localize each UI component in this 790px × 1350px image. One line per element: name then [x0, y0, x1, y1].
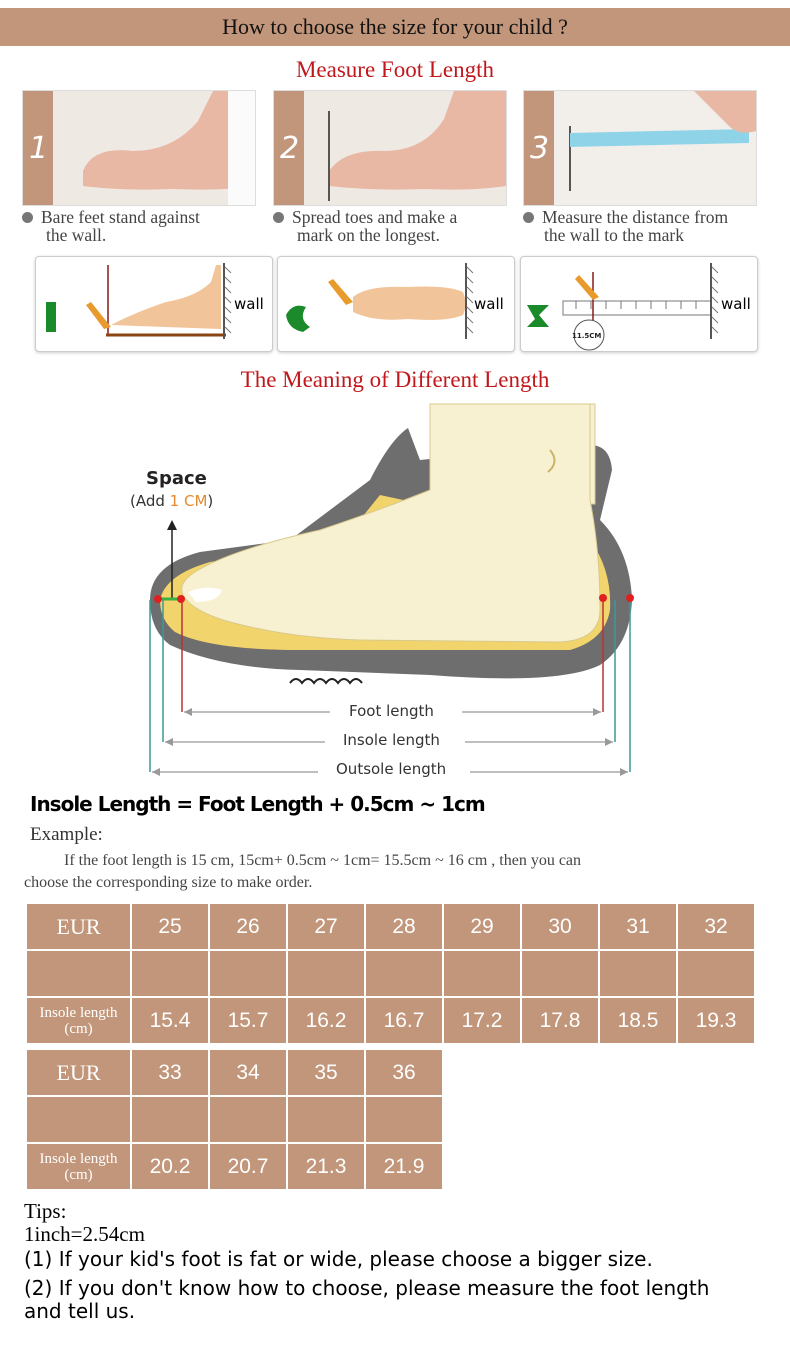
tape-measure-photo	[524, 91, 756, 205]
eur-size: 36	[366, 1050, 442, 1095]
step-photo-1	[22, 90, 256, 206]
size-table-1	[25, 902, 756, 1045]
empty-cell	[210, 951, 286, 996]
insole-value: 15.7	[210, 998, 286, 1043]
space-add-prefix: (Add	[130, 492, 170, 510]
tips-title: Tips:	[24, 1199, 67, 1223]
insole-value: 20.2	[132, 1144, 208, 1189]
example-line-2: choose the corresponding size to make order.	[24, 874, 313, 891]
outsole-length-label: Outsole length	[336, 760, 447, 778]
insole-value: 21.9	[366, 1144, 442, 1189]
insole-value: 21.3	[288, 1144, 364, 1189]
insole-header-line2: (cm)	[64, 1166, 93, 1183]
insole-length-header	[27, 1144, 130, 1189]
example-text	[24, 850, 724, 894]
space-add-note	[130, 492, 213, 510]
wall-diagram-2	[277, 256, 515, 352]
title-banner	[0, 8, 790, 46]
banner-title: How to choose the size for your child ?	[222, 14, 568, 39]
empty-cell	[678, 951, 754, 996]
step-caption-1	[22, 208, 200, 244]
insole-value: 15.4	[132, 998, 208, 1043]
inch-conversion: 1inch=2.54cm	[24, 1222, 145, 1246]
example-line-1: If the foot length is 15 cm, 15cm+ 0.5cm ~ 1cm= 15.5cm ~ 16 cm , then you can	[64, 852, 582, 869]
eur-size: 31	[600, 904, 676, 949]
step-caption-3-line1: Measure the distance from	[542, 207, 729, 227]
eur-size: 34	[210, 1050, 286, 1095]
insole-value: 16.7	[366, 998, 442, 1043]
empty-cell	[27, 1097, 130, 1142]
empty-cell	[522, 951, 598, 996]
example-label: Example:	[30, 824, 103, 845]
step-number-2: 2	[280, 131, 300, 166]
empty-cell	[132, 1097, 208, 1142]
eur-size: 33	[132, 1050, 208, 1095]
eur-size: 35	[288, 1050, 364, 1095]
empty-cell	[210, 1097, 286, 1142]
shoe-length-diagram	[0, 400, 790, 785]
insole-header-line1: Insole length	[39, 1004, 118, 1021]
insole-length-label: Insole length	[343, 731, 440, 749]
step-caption-1-line1: Bare feet stand against	[41, 207, 200, 227]
size-table-2	[25, 1048, 444, 1191]
wall-label-2: wall	[474, 295, 504, 313]
space-label: Space	[146, 468, 207, 489]
eur-size: 32	[678, 904, 754, 949]
empty-cell	[444, 951, 520, 996]
eur-size: 29	[444, 904, 520, 949]
empty-cell	[366, 1097, 442, 1142]
tip-2-line2: and tell us.	[24, 1299, 136, 1323]
measure-foot-heading: Measure Foot Length	[295, 57, 494, 82]
wall-diagram-1	[35, 256, 273, 352]
empty-cell	[366, 951, 442, 996]
step-caption-1-line2: the wall.	[46, 225, 107, 245]
measure-circle-label: 11.5CM	[572, 332, 602, 340]
step-caption-2-line1: Spread toes and make a	[292, 207, 458, 227]
empty-cell	[600, 951, 676, 996]
insole-value: 17.8	[522, 998, 598, 1043]
step-caption-3-line2: the wall to the mark	[544, 225, 684, 245]
space-add-value: 1 CM	[169, 492, 208, 510]
empty-cell	[27, 951, 130, 996]
step-number-1: 1	[29, 131, 49, 166]
insole-header-line2: (cm)	[64, 1020, 93, 1037]
step-caption-2-line2: mark on the longest.	[297, 225, 440, 245]
eur-size: 30	[522, 904, 598, 949]
wall-label-3: wall	[721, 295, 751, 313]
tips-section	[24, 1200, 709, 1323]
eur-size: 26	[210, 904, 286, 949]
empty-cell	[132, 951, 208, 996]
wall-diagram-3	[520, 256, 758, 352]
space-add-suffix: )	[207, 492, 214, 510]
step-caption-2	[273, 208, 457, 244]
eur-header: EUR	[27, 904, 130, 949]
length-meaning-heading: The Meaning of Different Length	[240, 367, 550, 392]
eur-size: 28	[366, 904, 442, 949]
wall-label-1: wall	[234, 295, 264, 313]
foot-length-label: Foot length	[349, 702, 434, 720]
step-number-3: 3	[530, 131, 550, 166]
insole-length-header	[27, 998, 130, 1043]
step-photo-2	[273, 90, 507, 206]
insole-value: 19.3	[678, 998, 754, 1043]
empty-cell	[288, 1097, 364, 1142]
step-caption-3	[523, 208, 728, 244]
insole-value: 18.5	[600, 998, 676, 1043]
insole-formula: Insole Length = Foot Length + 0.5cm ~ 1cm	[30, 792, 485, 816]
empty-cell	[288, 951, 364, 996]
insole-header-line1: Insole length	[39, 1150, 118, 1167]
insole-value: 16.2	[288, 998, 364, 1043]
foot-mark-photo	[274, 91, 506, 205]
tip-2-line1: (2) If you don't know how to choose, please measure the foot length	[24, 1276, 710, 1300]
eur-size: 27	[288, 904, 364, 949]
tip-1: (1) If your kid's foot is fat or wide, please choose a bigger size.	[24, 1247, 653, 1271]
insole-value: 17.2	[444, 998, 520, 1043]
bare-foot-photo	[23, 91, 255, 205]
eur-header: EUR	[27, 1050, 130, 1095]
eur-size: 25	[132, 904, 208, 949]
step-photo-3	[523, 90, 757, 206]
insole-value: 20.7	[210, 1144, 286, 1189]
